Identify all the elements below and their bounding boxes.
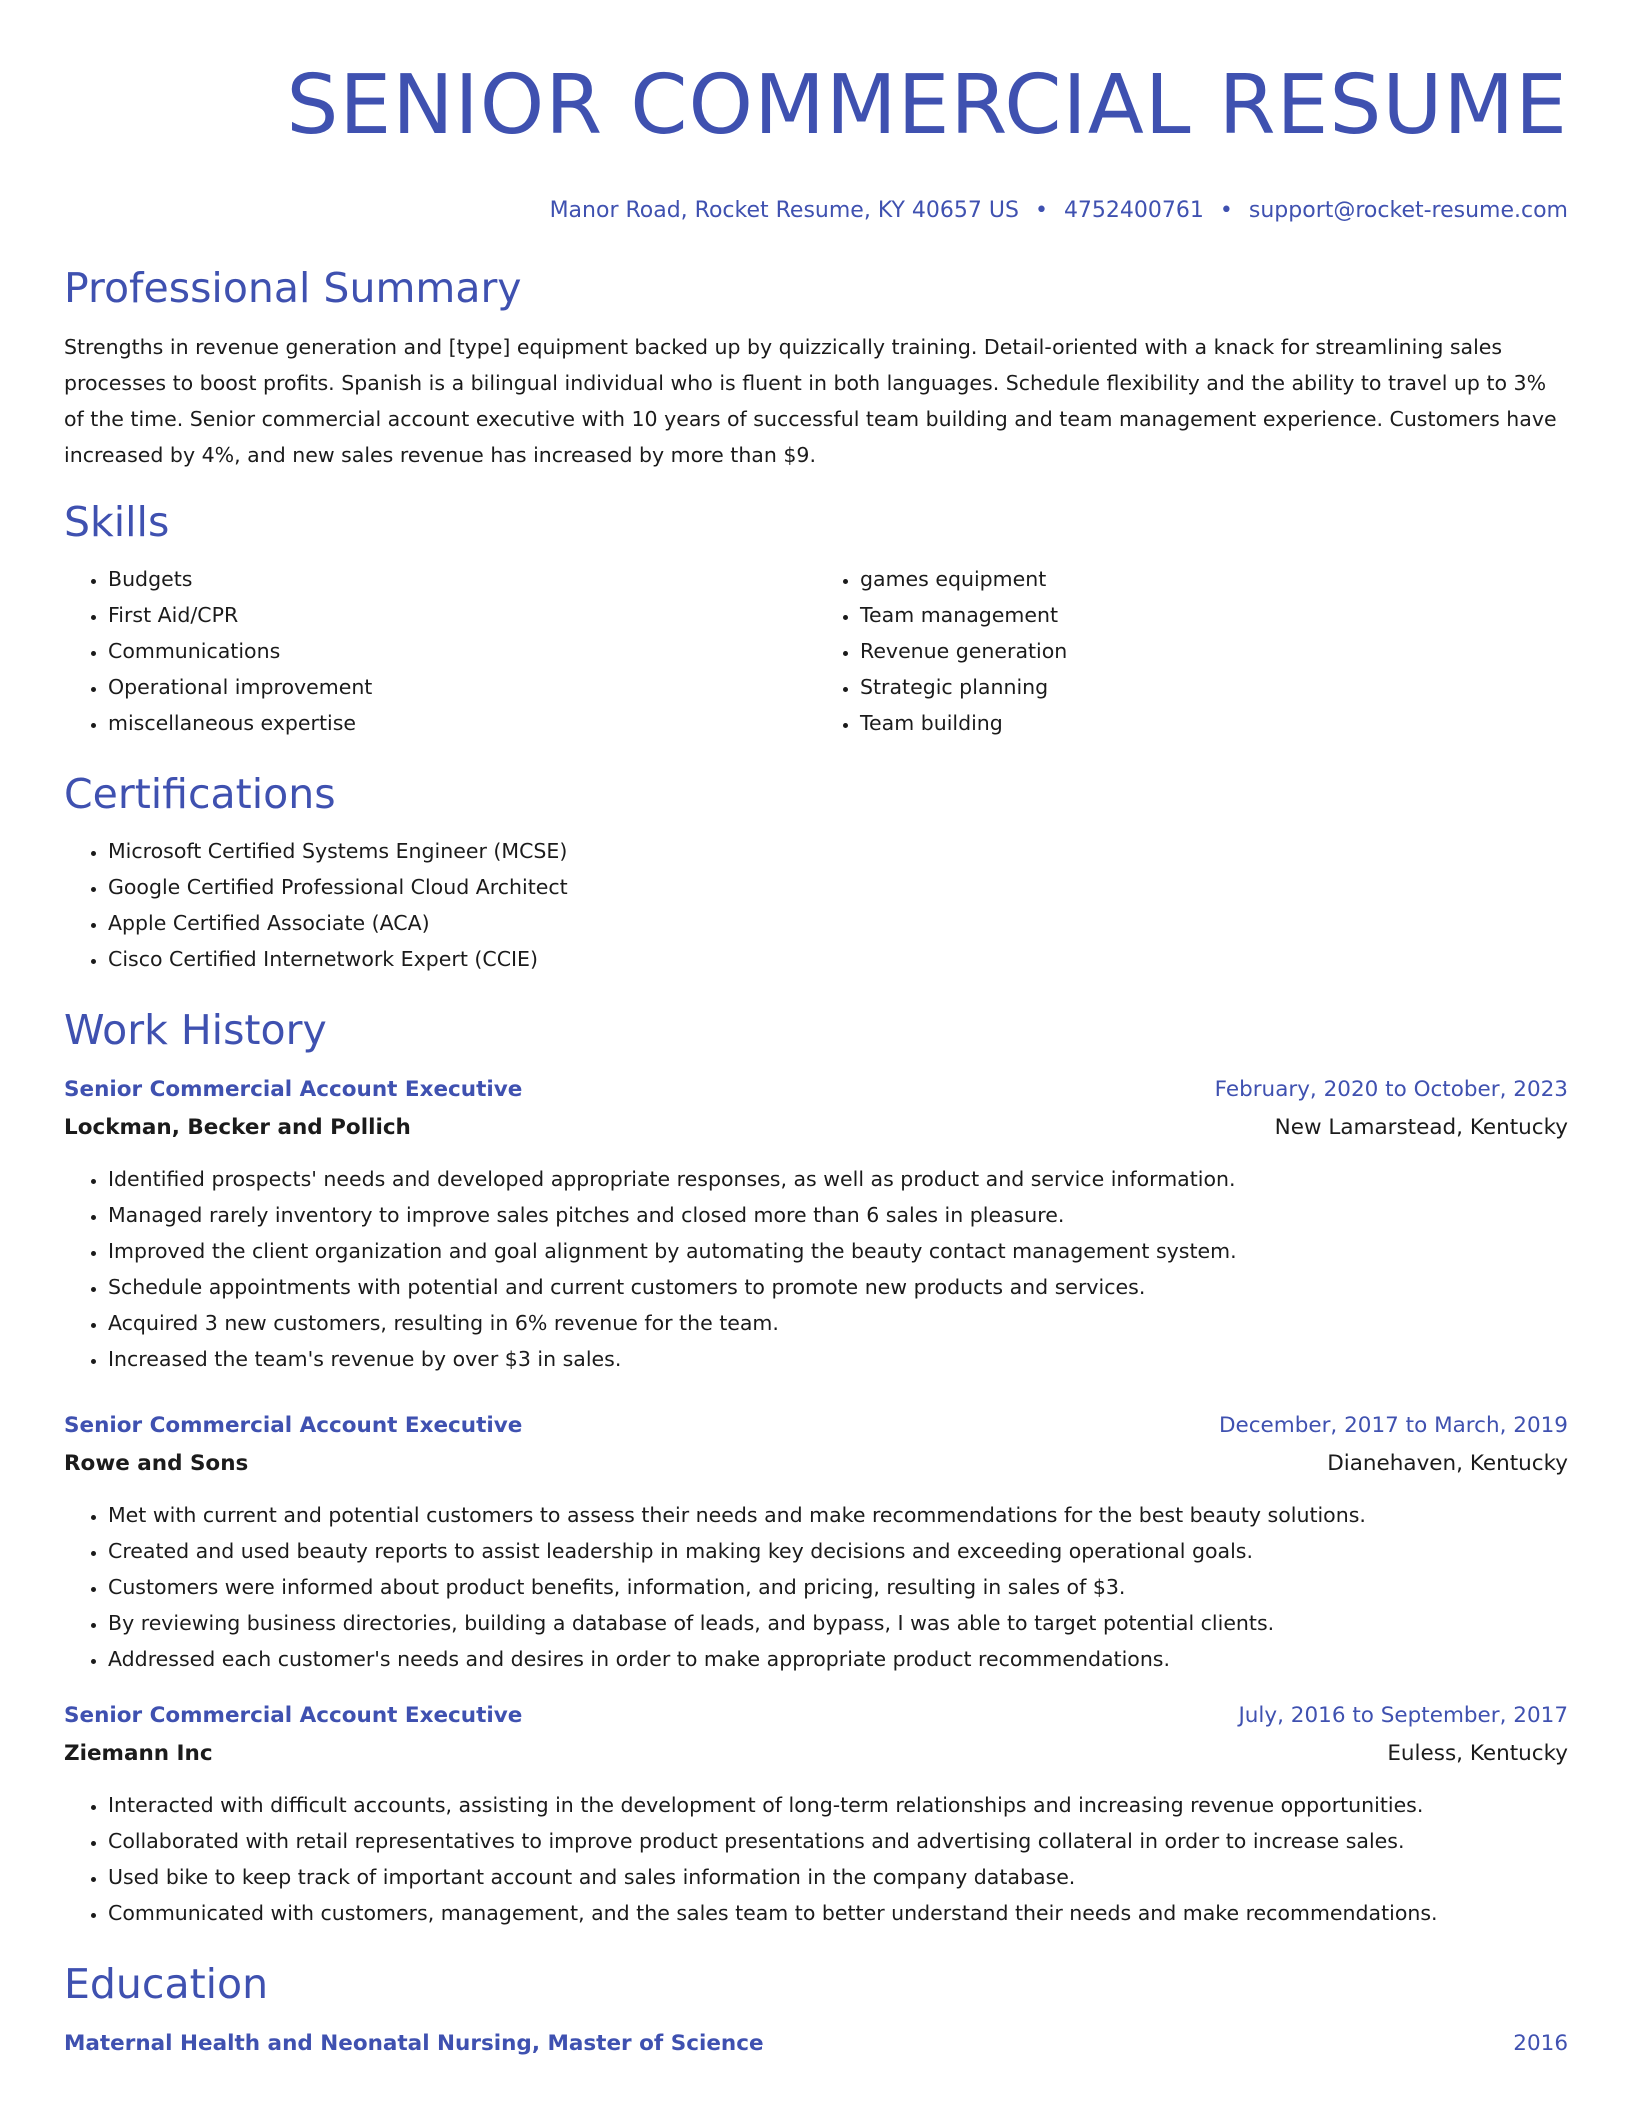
skill-item: • Strategic planning	[860, 669, 1568, 705]
contact-address: Manor Road, Rocket Resume, KY 40657 US	[549, 198, 1019, 223]
skill-item: • Operational improvement	[108, 669, 816, 705]
resume-name: SENIOR COMMERCIAL RESUME	[286, 58, 1568, 153]
job-bullet: • By reviewing business directories, building a database of leads, and bypass, I was able to target potential clients.	[108, 1605, 1568, 1641]
certifications-title: Certifications	[64, 770, 336, 818]
skill-item: • Revenue generation	[860, 633, 1568, 669]
job-bullet: • Met with current and potential customers to assess their needs and make recommendations for the best beauty solutions.	[108, 1497, 1568, 1533]
summary-section	[64, 261, 1568, 473]
job-bullet: • Interacted with difficult accounts, assisting in the development of long-term relationships and increasing revenue opportunities.	[108, 1787, 1568, 1823]
certification-item: • Microsoft Certified Systems Engineer (MCSE)	[108, 833, 1568, 869]
job-bullet: • Addressed each customer's needs and desires in order to make appropriate product recommendations.	[108, 1641, 1568, 1677]
skill-item: • Team management	[860, 597, 1568, 633]
job-header-row	[64, 1071, 1568, 1109]
job-dates: July, 2016 to September, 2017	[1238, 1703, 1568, 1728]
skill-item: • Team building	[860, 705, 1568, 741]
job-bullet: • Customers were informed about product benefits, information, and pricing, resulting in sales of $3.	[108, 1569, 1568, 1605]
certification-item: • Apple Certified Associate (ACA)	[108, 905, 1568, 941]
job-company: Rowe and Sons	[64, 1451, 249, 1476]
job-header-row	[64, 1697, 1568, 1735]
job-bullet: • Managed rarely inventory to improve sales pitches and closed more than 6 sales in pleasure.	[108, 1197, 1568, 1233]
education-title: Education	[64, 1960, 269, 2008]
education-row	[64, 2025, 1568, 2063]
job-entry	[64, 1697, 1568, 1931]
job-company: Lockman, Becker and Pollich	[64, 1115, 411, 1140]
job-dates: December, 2017 to March, 2019	[1218, 1413, 1568, 1438]
work-history-section	[64, 1003, 1568, 1931]
contact-line	[64, 196, 1568, 226]
job-bullet: • Communicated with customers, management, and the sales team to better understand their needs and make recommendations.	[108, 1895, 1568, 1931]
job-bullets	[64, 1787, 1568, 1931]
contact-phone: 4752400761	[1063, 198, 1204, 223]
certification-item: • Cisco Certified Internetwork Expert (CCIE)	[108, 941, 1568, 977]
skill-item: • Communications	[108, 633, 816, 669]
skills-list-right	[816, 561, 1568, 741]
job-title: Senior Commercial Account Executive	[64, 1703, 523, 1728]
job-header-row	[64, 1407, 1568, 1445]
job-location: Euless, Kentucky	[1387, 1741, 1568, 1766]
job-company-row	[64, 1735, 1568, 1773]
skill-item: • miscellaneous expertise	[108, 705, 816, 741]
job-bullet: • Schedule appointments with potential and current customers to promote new products and services.	[108, 1269, 1568, 1305]
job-entry	[64, 1407, 1568, 1677]
job-bullet: • Increased the team's revenue by over $3 in sales.	[108, 1341, 1568, 1377]
job-bullet: • Improved the client organization and goal alignment by automating the beauty contact management system.	[108, 1233, 1568, 1269]
summary-title: Professional Summary	[64, 264, 522, 312]
job-title: Senior Commercial Account Executive	[64, 1077, 523, 1102]
education-degree: Maternal Health and Neonatal Nursing, Master of Science	[64, 2031, 764, 2056]
skill-item: • games equipment	[860, 561, 1568, 597]
job-entry	[64, 1071, 1568, 1377]
job-location: New Lamarstead, Kentucky	[1274, 1115, 1568, 1140]
education-year: 2016	[1513, 2031, 1568, 2056]
job-dates: February, 2020 to October, 2023	[1214, 1077, 1568, 1102]
job-bullets	[64, 1161, 1568, 1377]
job-bullet: • Created and used beauty reports to assist leadership in making key decisions and exceeding operational goals.	[108, 1533, 1568, 1569]
job-bullet: • Collaborated with retail representatives to improve product presentations and advertising collateral in order to increase sales.	[108, 1823, 1568, 1859]
contact-email[interactable]: support@rocket-resume.com	[1248, 198, 1568, 223]
job-bullet: • Identified prospects' needs and developed appropriate responses, as well as product and service information.	[108, 1161, 1568, 1197]
job-bullet: • Used bike to keep track of important account and sales information in the company database.	[108, 1859, 1568, 1895]
job-company-row	[64, 1445, 1568, 1483]
skills-columns	[64, 561, 1568, 741]
skill-item: • First Aid/CPR	[108, 597, 816, 633]
summary-text: Strengths in revenue generation and [type] equipment backed up by quizzically training. Detail-oriented with a knack for streamlining sales processes to boost profits. Spanish is a bilingual individual who is fluent in both languages. Schedule flexibility and the ability to travel up to 3% of the time. Senior commercial account executive with 10 years of successful team building and team management experience. Customers have increased by 4%, and new sales revenue has increased by more than $9.	[64, 335, 1557, 467]
job-bullets	[64, 1497, 1568, 1677]
work-history-title: Work History	[64, 1006, 327, 1054]
certifications-section	[64, 767, 1568, 977]
skill-item: • Budgets	[108, 561, 816, 597]
job-bullet: • Acquired 3 new customers, resulting in 6% revenue for the team.	[108, 1305, 1568, 1341]
education-section	[64, 1957, 1568, 2063]
certification-item: • Google Certified Professional Cloud Architect	[108, 869, 1568, 905]
contact-separator: •	[1034, 198, 1048, 223]
job-location: Dianehaven, Kentucky	[1327, 1451, 1568, 1476]
skills-list-left	[64, 561, 816, 741]
contact-separator: •	[1219, 198, 1233, 223]
skills-section	[64, 495, 1568, 741]
job-company: Ziemann Inc	[64, 1741, 213, 1766]
job-title: Senior Commercial Account Executive	[64, 1413, 523, 1438]
certifications-list	[64, 833, 1568, 977]
skills-title: Skills	[64, 498, 170, 546]
job-company-row	[64, 1109, 1568, 1147]
